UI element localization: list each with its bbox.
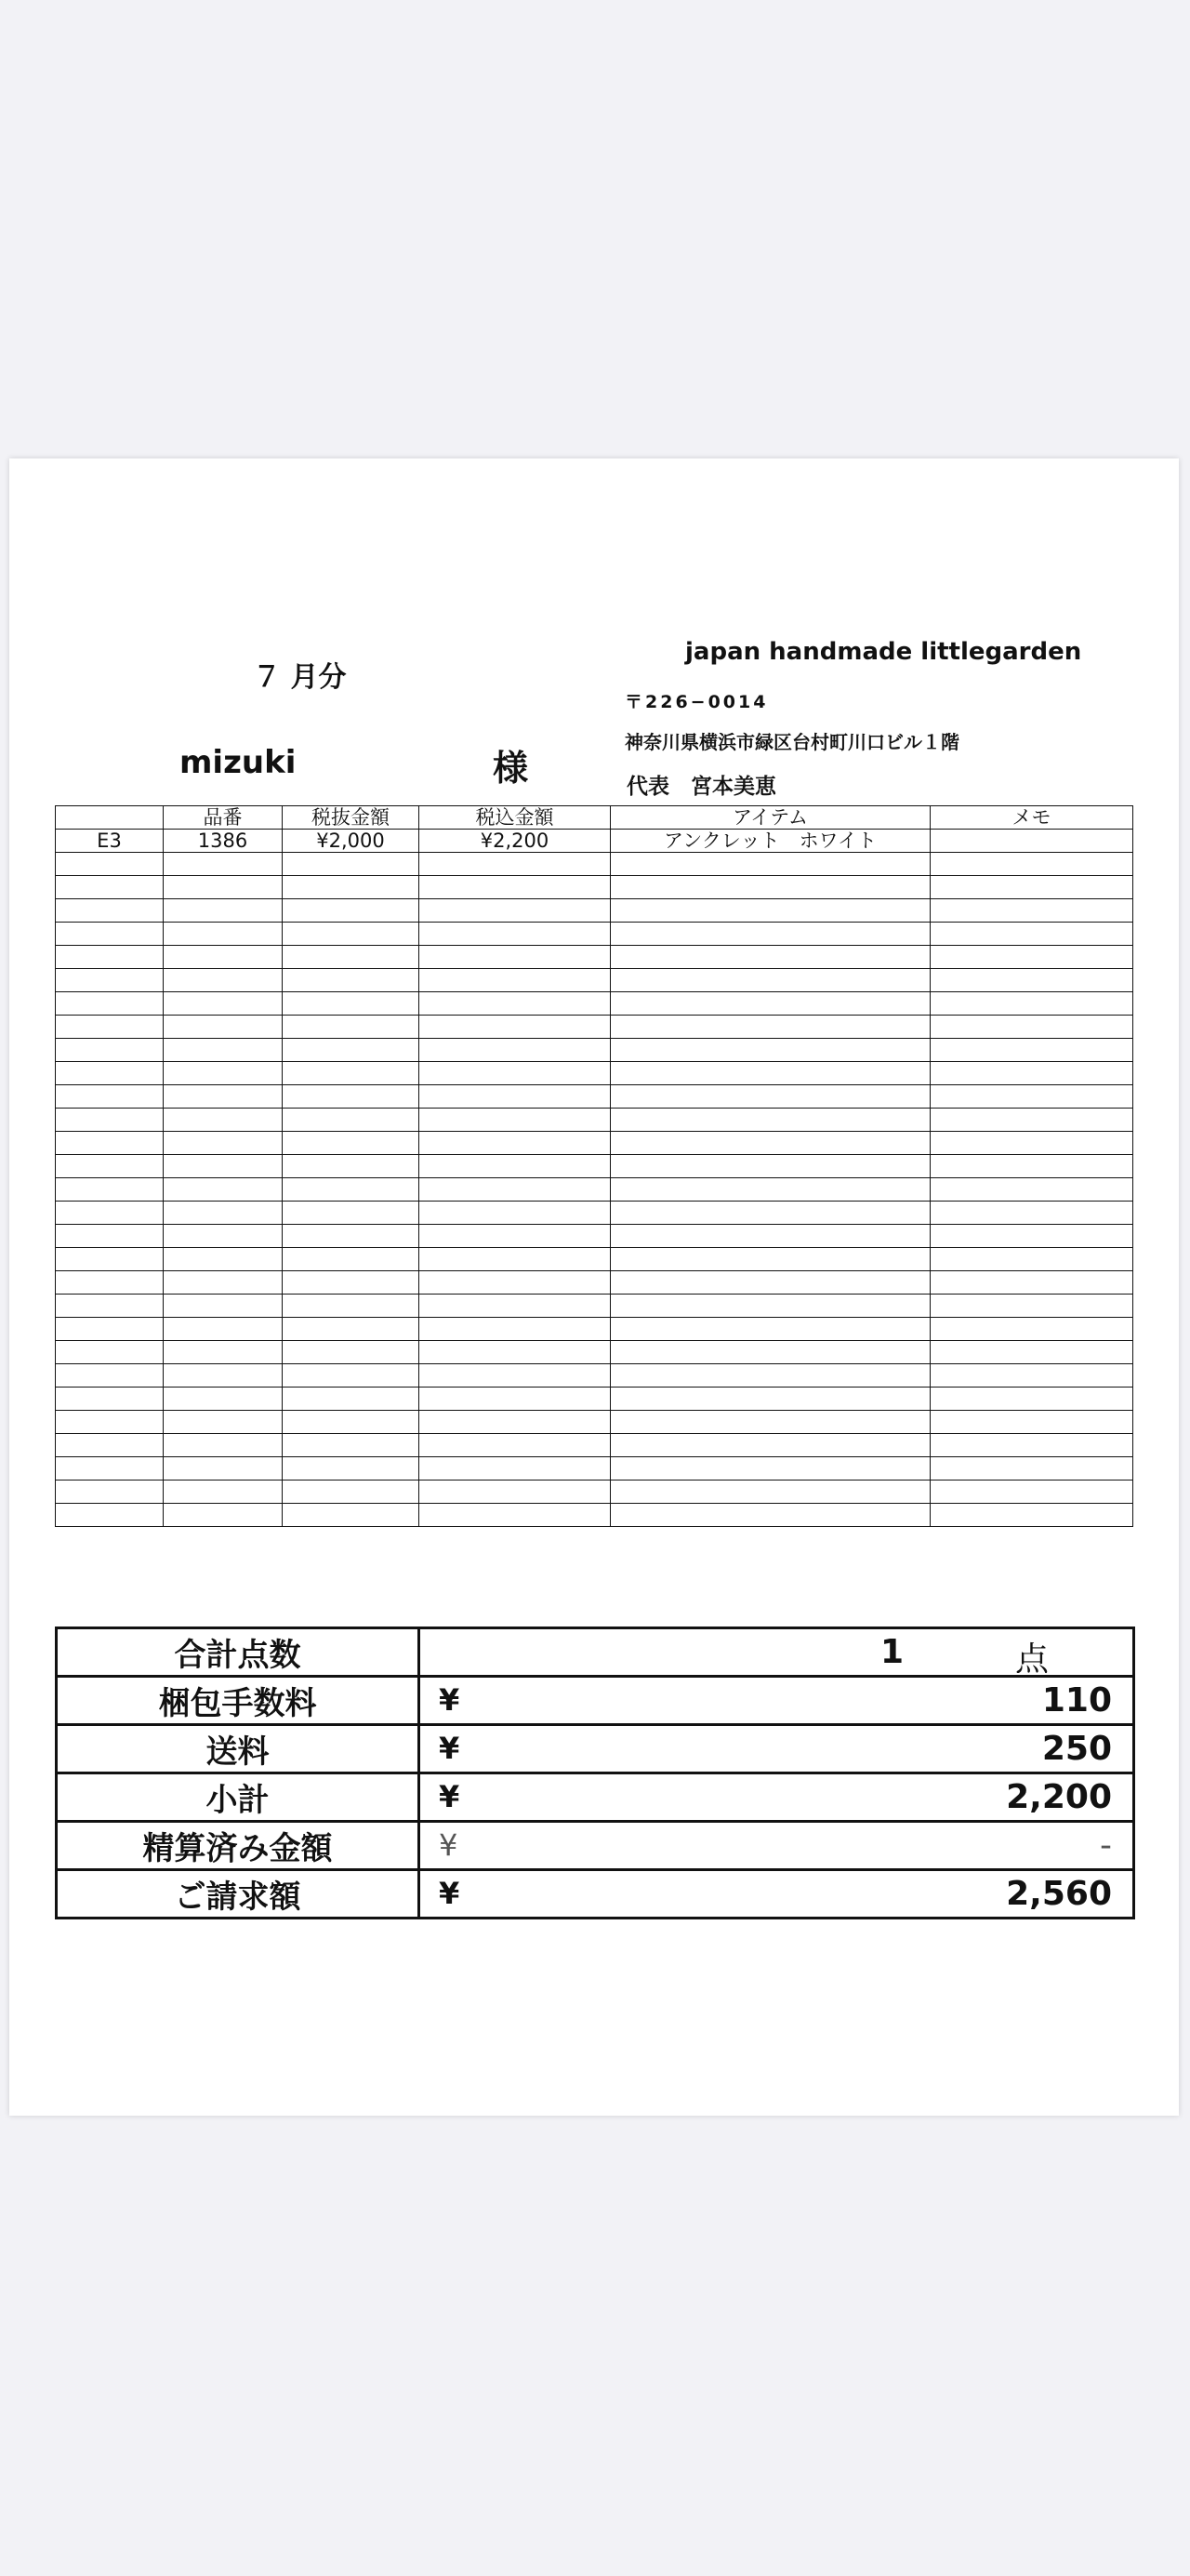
subtotal-value: 2,200 [1006, 1778, 1112, 1816]
empty-table-row [56, 1085, 1133, 1109]
empty-table-row [56, 1178, 1133, 1202]
empty-table-row [56, 1504, 1133, 1527]
table-cell [611, 899, 931, 923]
table-cell [931, 876, 1133, 899]
table-cell [419, 1341, 611, 1364]
table-cell [56, 1248, 164, 1271]
table-cell [56, 1481, 164, 1504]
empty-table-row [56, 1202, 1133, 1225]
table-cell [164, 1341, 283, 1364]
table-cell [283, 1388, 419, 1411]
table-cell [611, 992, 931, 1016]
table-cell [164, 876, 283, 899]
empty-table-row [56, 1155, 1133, 1178]
settled-value: - [1100, 1826, 1112, 1865]
table-cell [419, 1202, 611, 1225]
table-cell [931, 923, 1133, 946]
table-cell [931, 1411, 1133, 1434]
summary-row-subtotal [57, 1773, 1134, 1822]
table-cell [283, 1085, 419, 1109]
table-cell [931, 1248, 1133, 1271]
table-cell [419, 899, 611, 923]
table-cell [164, 992, 283, 1016]
table-cell [283, 1039, 419, 1062]
empty-table-row [56, 1411, 1133, 1434]
table-cell [283, 1016, 419, 1039]
table-cell [419, 1039, 611, 1062]
empty-table-row [56, 1364, 1133, 1388]
table-cell [611, 1039, 931, 1062]
table-cell [611, 1225, 931, 1248]
table-cell [931, 1225, 1133, 1248]
company-name: japan handmade littlegarden [685, 638, 1082, 666]
table-cell [419, 1016, 611, 1039]
table-cell [56, 946, 164, 969]
table-cell [56, 876, 164, 899]
table-cell [56, 992, 164, 1016]
table-cell: ¥2,000 [283, 830, 419, 853]
table-cell [611, 1318, 931, 1341]
table-cell [611, 1271, 931, 1295]
column-header: メモ [931, 806, 1133, 830]
column-header: 税込金額 [419, 806, 611, 830]
table-cell [56, 1109, 164, 1132]
table-cell [164, 1457, 283, 1481]
table-cell [164, 1225, 283, 1248]
table-cell [164, 969, 283, 992]
table-cell [419, 1062, 611, 1085]
table-cell [419, 1364, 611, 1388]
empty-table-row [56, 1318, 1133, 1341]
table-cell [931, 1062, 1133, 1085]
empty-table-row [56, 1341, 1133, 1364]
representative-name: 代表 宮本美恵 [627, 775, 776, 799]
summary-label: 送料 [57, 1725, 419, 1773]
customer-name: mizuki [179, 744, 297, 781]
table-cell [419, 1434, 611, 1457]
table-cell [419, 1155, 611, 1178]
empty-table-row [56, 1271, 1133, 1295]
table-cell [419, 992, 611, 1016]
empty-table-row [56, 946, 1133, 969]
table-cell [164, 1016, 283, 1039]
table-cell [931, 992, 1133, 1016]
items-table [55, 805, 1133, 1527]
empty-table-row [56, 1225, 1133, 1248]
total-count-value: 1 [880, 1633, 905, 1671]
summary-row-billing [57, 1870, 1134, 1919]
table-cell [611, 1364, 931, 1388]
table-cell [56, 1202, 164, 1225]
empty-table-row [56, 1457, 1133, 1481]
table-cell [419, 1388, 611, 1411]
table-cell [611, 1248, 931, 1271]
summary-label: 精算済み金額 [57, 1822, 419, 1870]
summary-label: 合計点数 [57, 1628, 419, 1677]
table-cell [56, 1434, 164, 1457]
empty-table-row [56, 1016, 1133, 1039]
table-cell [164, 853, 283, 876]
table-cell [164, 1388, 283, 1411]
table-cell [56, 923, 164, 946]
table-cell [164, 1434, 283, 1457]
summary-row-settled [57, 1822, 1134, 1870]
empty-table-row [56, 1481, 1133, 1504]
empty-table-row [56, 1039, 1133, 1062]
table-cell [931, 1364, 1133, 1388]
table-cell [56, 1039, 164, 1062]
table-cell: アンクレット ホワイト [611, 830, 931, 853]
table-cell [611, 946, 931, 969]
table-cell [56, 1318, 164, 1341]
table-cell [419, 1178, 611, 1202]
table-cell [611, 1457, 931, 1481]
column-header: アイテム [611, 806, 931, 830]
table-cell [164, 1271, 283, 1295]
table-cell [164, 1248, 283, 1271]
table-cell [164, 1062, 283, 1085]
table-cell [931, 1271, 1133, 1295]
summary-label: 梱包手数料 [57, 1677, 419, 1725]
table-cell [283, 1178, 419, 1202]
table-cell [931, 969, 1133, 992]
honorific: 様 [493, 748, 529, 789]
table-cell [56, 1364, 164, 1388]
table-cell [611, 1155, 931, 1178]
empty-table-row [56, 969, 1133, 992]
table-cell [611, 876, 931, 899]
table-cell: ¥2,200 [419, 830, 611, 853]
table-cell [419, 1271, 611, 1295]
table-cell [611, 923, 931, 946]
table-cell [56, 1341, 164, 1364]
table-cell [164, 1411, 283, 1434]
table-cell [56, 1388, 164, 1411]
empty-table-row [56, 1388, 1133, 1411]
table-cell [56, 1062, 164, 1085]
table-cell [931, 946, 1133, 969]
table-cell [56, 1457, 164, 1481]
table-cell [283, 1155, 419, 1178]
table-cell [283, 1225, 419, 1248]
table-cell [283, 853, 419, 876]
empty-table-row [56, 1062, 1133, 1085]
empty-table-row [56, 1109, 1133, 1132]
table-cell [419, 1318, 611, 1341]
summary-row-packing-fee [57, 1677, 1134, 1725]
table-cell [283, 1364, 419, 1388]
table-cell [283, 1318, 419, 1341]
postal-code: 〒226−0014 [625, 692, 769, 712]
summary-row-shipping [57, 1725, 1134, 1773]
table-cell [164, 946, 283, 969]
table-cell [56, 1178, 164, 1202]
table-cell [931, 1039, 1133, 1062]
summary-value-cell [419, 1870, 1134, 1919]
table-cell [56, 1132, 164, 1155]
yen-symbol: ¥ [439, 1682, 460, 1718]
table-cell [419, 876, 611, 899]
table-cell [931, 1434, 1133, 1457]
table-cell [931, 1132, 1133, 1155]
yen-symbol: ¥ [439, 1731, 460, 1766]
summary-value-cell [419, 1628, 1134, 1677]
table-row [56, 830, 1133, 853]
summary-table [55, 1627, 1135, 1919]
summary-value-cell [419, 1822, 1134, 1870]
shipping-value: 250 [1041, 1730, 1112, 1768]
table-cell [931, 1457, 1133, 1481]
table-cell [164, 1364, 283, 1388]
table-cell [611, 1411, 931, 1434]
table-cell [611, 1434, 931, 1457]
summary-row-total-count [57, 1628, 1134, 1677]
table-cell [611, 1178, 931, 1202]
table-cell [611, 1202, 931, 1225]
table-cell: 1386 [164, 830, 283, 853]
column-header: 品番 [164, 806, 283, 830]
table-cell [283, 1248, 419, 1271]
table-cell [419, 1411, 611, 1434]
table-cell [931, 1016, 1133, 1039]
table-cell [56, 1295, 164, 1318]
invoice-month: ７ 月分 [253, 661, 347, 694]
summary-label: ご請求額 [57, 1870, 419, 1919]
table-cell [56, 1411, 164, 1434]
table-cell [419, 1248, 611, 1271]
table-cell [283, 992, 419, 1016]
table-cell [931, 899, 1133, 923]
table-cell [56, 1016, 164, 1039]
table-cell [419, 1481, 611, 1504]
table-cell [164, 1318, 283, 1341]
summary-value-cell [419, 1773, 1134, 1822]
table-cell: E3 [56, 830, 164, 853]
table-cell [56, 969, 164, 992]
table-cell [419, 923, 611, 946]
table-cell [931, 830, 1133, 853]
table-cell [611, 1016, 931, 1039]
table-cell [419, 1132, 611, 1155]
table-cell [56, 1085, 164, 1109]
table-cell [164, 1481, 283, 1504]
empty-table-row [56, 1295, 1133, 1318]
table-cell [283, 1434, 419, 1457]
table-cell [611, 1132, 931, 1155]
table-cell [419, 1225, 611, 1248]
empty-table-row [56, 1132, 1133, 1155]
table-cell [611, 969, 931, 992]
table-cell [283, 1132, 419, 1155]
empty-table-row [56, 1248, 1133, 1271]
column-header: 税抜金額 [283, 806, 419, 830]
table-cell [931, 1109, 1133, 1132]
table-cell [56, 1155, 164, 1178]
table-cell [419, 969, 611, 992]
table-cell [283, 1271, 419, 1295]
table-cell [164, 1178, 283, 1202]
table-cell [56, 1271, 164, 1295]
table-cell [283, 1202, 419, 1225]
summary-label: 小計 [57, 1773, 419, 1822]
table-cell [283, 876, 419, 899]
table-cell [611, 1085, 931, 1109]
packing-fee-value: 110 [1041, 1681, 1112, 1720]
table-cell [164, 899, 283, 923]
table-cell [164, 1109, 283, 1132]
table-cell [283, 899, 419, 923]
table-cell [611, 1295, 931, 1318]
billing-value: 2,560 [1006, 1875, 1112, 1913]
table-cell [611, 1109, 931, 1132]
table-cell [931, 1178, 1133, 1202]
table-cell [611, 1481, 931, 1504]
summary-value-cell [419, 1677, 1134, 1725]
table-cell [283, 1457, 419, 1481]
table-cell [931, 1318, 1133, 1341]
yen-symbol: ¥ [439, 1827, 458, 1863]
table-cell [419, 1109, 611, 1132]
empty-table-row [56, 923, 1133, 946]
table-cell [419, 853, 611, 876]
table-cell [164, 1085, 283, 1109]
table-cell [931, 1155, 1133, 1178]
yen-symbol: ¥ [439, 1779, 460, 1814]
table-cell [931, 1295, 1133, 1318]
table-cell [419, 1085, 611, 1109]
table-cell [931, 1202, 1133, 1225]
table-cell [931, 1481, 1133, 1504]
table-cell [56, 899, 164, 923]
table-cell [164, 1504, 283, 1527]
table-cell [931, 1388, 1133, 1411]
summary-value-cell [419, 1725, 1134, 1773]
table-cell [283, 1062, 419, 1085]
table-cell [283, 969, 419, 992]
yen-symbol: ¥ [439, 1876, 460, 1911]
table-cell [164, 1155, 283, 1178]
count-unit: 点 [1015, 1640, 1050, 1679]
table-cell [611, 1341, 931, 1364]
table-cell [164, 1132, 283, 1155]
table-cell [283, 1295, 419, 1318]
table-cell [419, 1504, 611, 1527]
table-cell [611, 1062, 931, 1085]
table-cell [164, 1295, 283, 1318]
table-cell [931, 1085, 1133, 1109]
empty-table-row [56, 899, 1133, 923]
table-cell [931, 1341, 1133, 1364]
table-cell [283, 1109, 419, 1132]
items-header-row [56, 806, 1133, 830]
table-cell [164, 923, 283, 946]
table-cell [611, 853, 931, 876]
table-cell [283, 946, 419, 969]
table-cell [419, 946, 611, 969]
table-cell [419, 1457, 611, 1481]
table-cell [611, 1504, 931, 1527]
table-cell [164, 1202, 283, 1225]
empty-table-row [56, 853, 1133, 876]
company-address: 神奈川県横浜市緑区台村町川口ビル１階 [625, 731, 959, 753]
empty-table-row [56, 1434, 1133, 1457]
table-cell [419, 1295, 611, 1318]
table-cell [56, 1504, 164, 1527]
table-cell [283, 1481, 419, 1504]
table-cell [931, 853, 1133, 876]
empty-table-row [56, 992, 1133, 1016]
table-cell [56, 1225, 164, 1248]
table-cell [931, 1504, 1133, 1527]
table-cell [611, 1388, 931, 1411]
table-cell [283, 1504, 419, 1527]
table-cell [283, 1341, 419, 1364]
column-header [56, 806, 164, 830]
empty-table-row [56, 876, 1133, 899]
table-cell [56, 853, 164, 876]
table-cell [283, 923, 419, 946]
table-cell [283, 1411, 419, 1434]
table-cell [164, 1039, 283, 1062]
invoice-sheet [9, 458, 1179, 2116]
